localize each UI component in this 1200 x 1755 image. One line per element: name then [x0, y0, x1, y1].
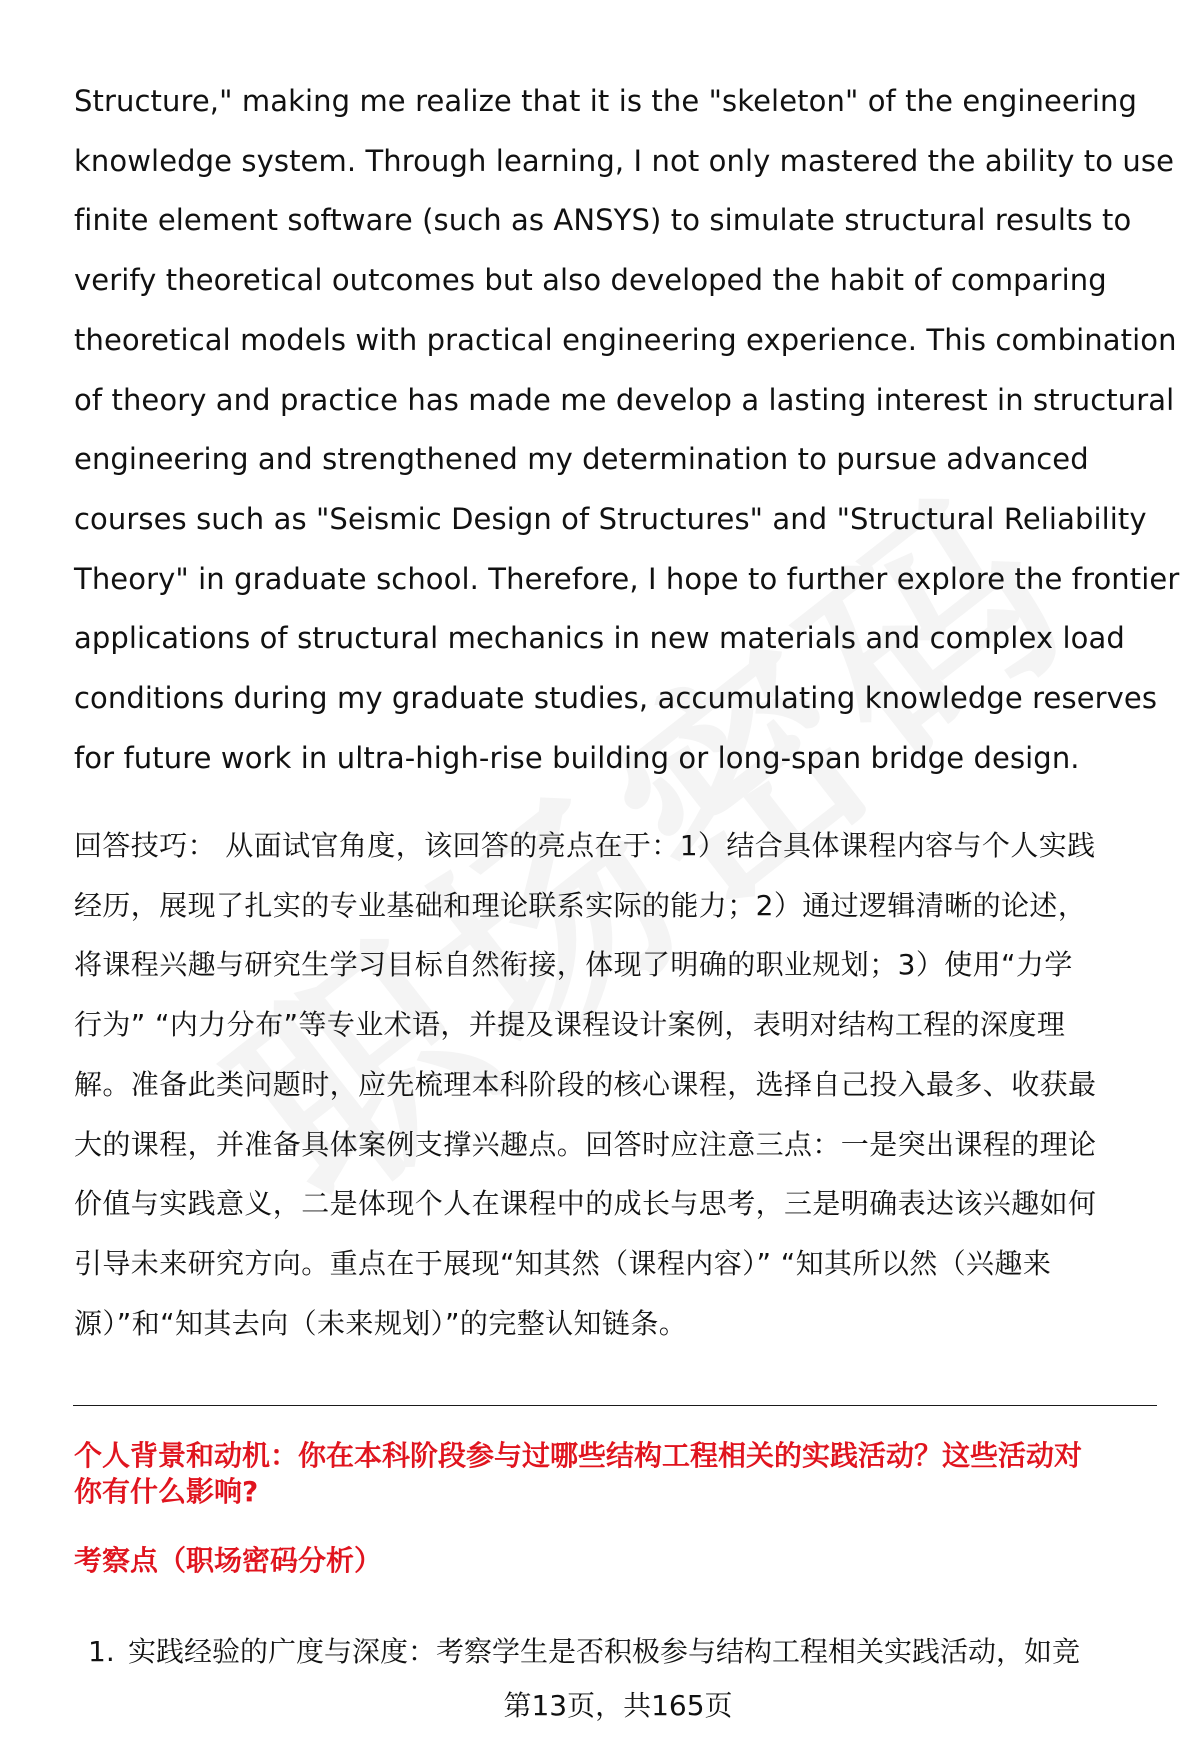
paragraph-line: verify theoretical outcomes but also developed the habit of comparing	[74, 263, 1107, 298]
paragraph-line: finite element software (such as ANSYS) to simulate structural results to	[74, 203, 1132, 238]
question-heading-line: 你有什么影响?	[74, 1475, 259, 1508]
paragraph-line: 引导未来研究方向。重点在于展现“知其然（课程内容）” “知其所以然（兴趣来	[74, 1246, 1052, 1280]
paragraph-line: of theory and practice has made me develop a lasting interest in structural	[74, 382, 1175, 417]
paragraph-line: 大的课程，并准备具体案例支撑兴趣点。回答时应注意三点：一是突出课程的理论	[74, 1127, 1097, 1161]
paragraph-line: 行为” “内力分布”等专业术语，并提及课程设计案例，表明对结构工程的深度理	[74, 1008, 1066, 1042]
paragraph-line: 价值与实践意义，二是体现个人在课程中的成长与思考，三是明确表达该兴趣如何	[74, 1187, 1097, 1221]
paragraph-line: 回答技巧： 从面试官角度，该回答的亮点在于：1）结合具体课程内容与个人实践	[74, 829, 1096, 862]
list-item-text: 实践经验的广度与深度：考察学生是否积极参与结构工程相关实践活动，如竞	[128, 1635, 1081, 1668]
paragraph-line: 解。准备此类问题时，应先梳理本科阶段的核心课程，选择自己投入最多、收获最	[74, 1067, 1097, 1101]
english-answer-paragraph	[74, 72, 1179, 788]
paragraph-line: knowledge system. Through learning, I not only mastered the ability to use	[74, 143, 1175, 178]
question-heading	[74, 1438, 1082, 1510]
paragraph-line: engineering and strengthened my determination to pursue advanced	[74, 442, 1089, 477]
question-heading-line: 个人背景和动机：你在本科阶段参与过哪些结构工程相关的实践活动？这些活动对	[74, 1439, 1083, 1472]
paragraph-line: courses such as "Seismic Design of Structures" and "Structural Reliability	[74, 501, 1147, 536]
page-number-footer: 第13页，共165页	[503, 1689, 733, 1722]
answer-tips-paragraph	[74, 816, 1096, 1353]
paragraph-line: 源）”和“知其去向（未来规划）”的完整认知链条。	[74, 1306, 688, 1340]
paragraph-line: 经历，展现了扎实的专业基础和理论联系实际的能力；2）通过逻辑清晰的论述，	[74, 888, 1087, 922]
assessment-points-heading: 考察点（职场密码分析）	[74, 1544, 383, 1577]
paragraph-line: Structure," making me realize that it is the "skeleton" of the engineering	[74, 84, 1138, 118]
paragraph-line: Theory" in graduate school. Therefore, I hope to further explore the frontier	[74, 561, 1180, 596]
list-item-number: 1.	[88, 1635, 115, 1668]
list-item	[88, 1632, 1080, 1672]
paragraph-line: theoretical models with practical engineering experience. This combination	[74, 322, 1177, 357]
section-divider	[73, 1405, 1157, 1406]
paragraph-line: applications of structural mechanics in new materials and complex load	[74, 621, 1125, 656]
paragraph-line: conditions during my graduate studies, accumulating knowledge reserves	[74, 681, 1158, 716]
paragraph-line: for future work in ultra-high-rise building or long-span bridge design.	[74, 740, 1080, 775]
paragraph-line: 将课程兴趣与研究生学习目标自然衔接，体现了明确的职业规划；3）使用“力学	[74, 948, 1073, 982]
